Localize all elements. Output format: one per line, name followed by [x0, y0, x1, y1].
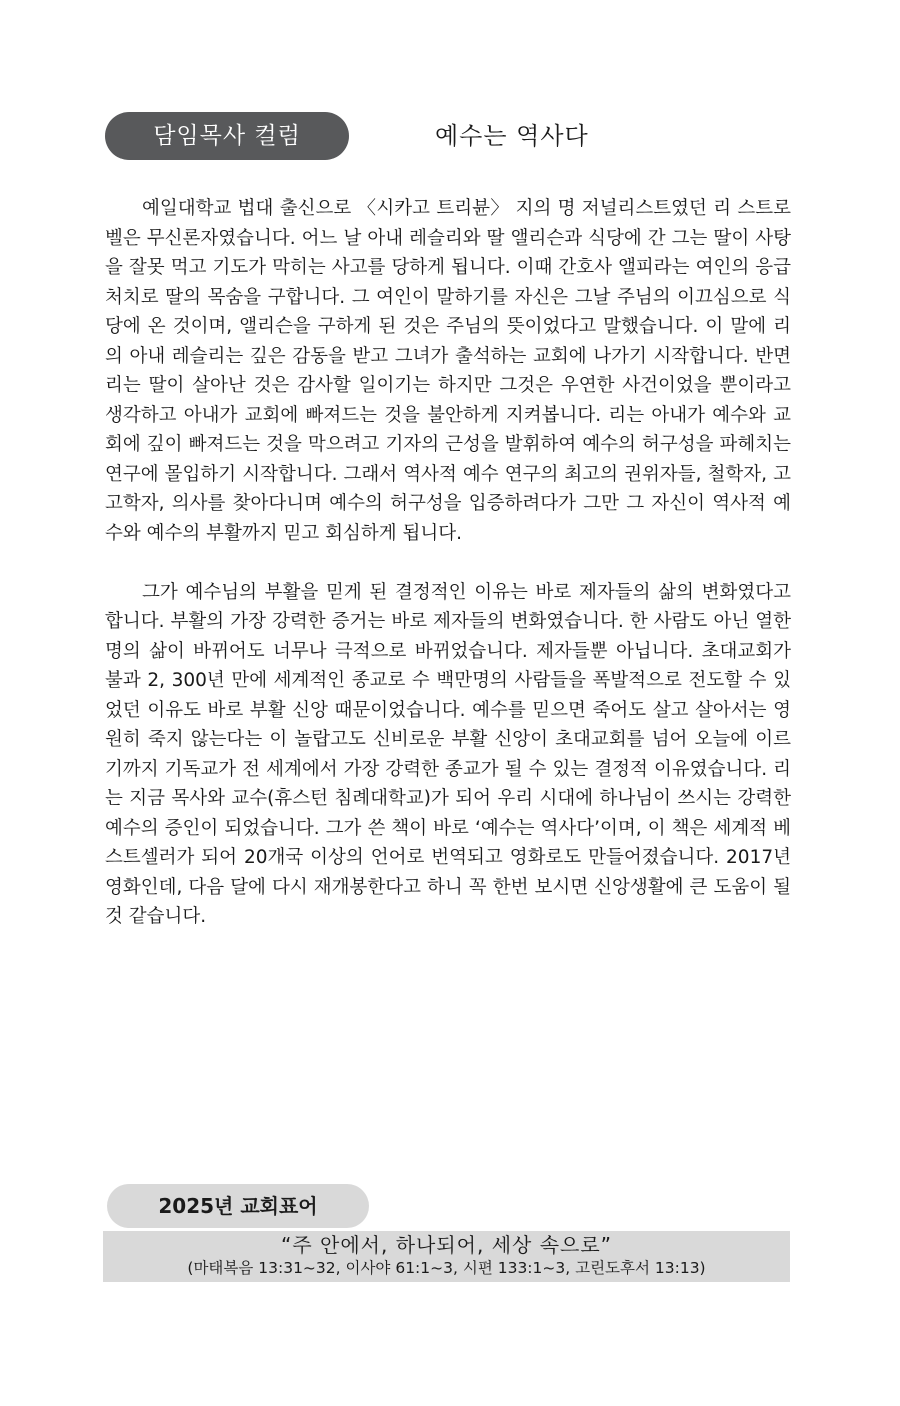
motto-box	[103, 1231, 790, 1282]
article-paragraph: 그가 예수님의 부활을 믿게 된 결정적인 이유는 바로 제자들의 삶의 변화였다고 합니다. 부활의 가장 강력한 증거는 바로 제자들의 변화였습니다. 한 사람도 아닌 열한 명의 삶이 바뀌어도 너무나 극적으로 바뀌었습니다. 제자들뿐 아닙니다. 초대교회가 불과 2, 300년 만에 세계적인 종교로 수 백만명의 사람들을 폭발적으로 전도할 수 있었던 이유도 바로 부활 신앙 때문이었습니다. 예수를 믿으면 죽어도 살고 살아서는 영원히 죽지 않는다는 이 놀랍고도 신비로운 부활 신앙이 초대교회를 넘어 오늘에 이르기까지 기독교가 전 세계에서 가장 강력한 종교가 될 수 있는 결정적 이유였습니다. 리는 지금 목사와 교수(휴스턴 침례대학교)가 되어 우리 시대에 하나님이 쓰시는 강력한 예수의 증인이 되었습니다. 그가 쓴 책이 바로 ‘예수는 역사다’이며, 이 책은 세계적 베스트셀러가 되어 20개국 이상의 언어로 번역되고 영화로도 만들어졌습니다. 2017년 영화인데, 다음 달에 다시 재개봉한다고 하니 꼭 한번 보시면 신앙생활에 큰 도움이 될 것 같습니다.	[105, 581, 791, 927]
article-body	[105, 194, 791, 932]
column-header	[105, 112, 795, 160]
motto-reference: (마태복음 13:31~32, 이사야 61:1~3, 시편 133:1~3, 고린도후서 13:13)	[187, 1259, 706, 1277]
motto-text: “주 안에서, 하나되어, 세상 속으로”	[280, 1233, 613, 1257]
motto-label-badge: 2025년 교회표어	[107, 1184, 369, 1228]
column-label-badge: 담임목사 컬럼	[105, 112, 349, 160]
article-paragraph: 예일대학교 법대 출신으로 〈시카고 트리뷴〉 지의 명 저널리스트였던 리 스트로벨은 무신론자였습니다. 어느 날 아내 레슬리와 딸 앨리슨과 식당에 간 그는 딸이 사탕을 잘못 먹고 기도가 막히는 사고를 당하게 됩니다. 이때 간호사 앨피라는 여인의 응급 처치로 딸의 목숨을 구합니다. 그 여인이 말하기를 자신은 그날 주님의 이끄심으로 식당에 온 것이며, 앨리슨을 구하게 된 것은 주님의 뜻이었다고 말했습니다. 이 말에 리의 아내 레슬리는 깊은 감동을 받고 그녀가 출석하는 교회에 나가기 시작합니다. 반면 리는 딸이 살아난 것은 감사할 일이기는 하지만 그것은 우연한 사건이었을 뿐이라고 생각하고 아내가 교회에 빠져드는 것을 불안하게 지켜봅니다. 리는 아내가 예수와 교회에 깊이 빠져드는 것을 막으려고 기자의 근성을 발휘하여 예수의 허구성을 파헤치는 연구에 몰입하기 시작합니다. 그래서 역사적 예수 연구의 최고의 권위자들, 철학자, 고고학자, 의사를 찾아다니며 예수의 허구성을 입증하려다가 그만 그 자신이 역사적 예수와 예수의 부활까지 믿고 회심하게 됩니다.	[105, 198, 791, 544]
article-title: 예수는 역사다	[435, 122, 589, 150]
